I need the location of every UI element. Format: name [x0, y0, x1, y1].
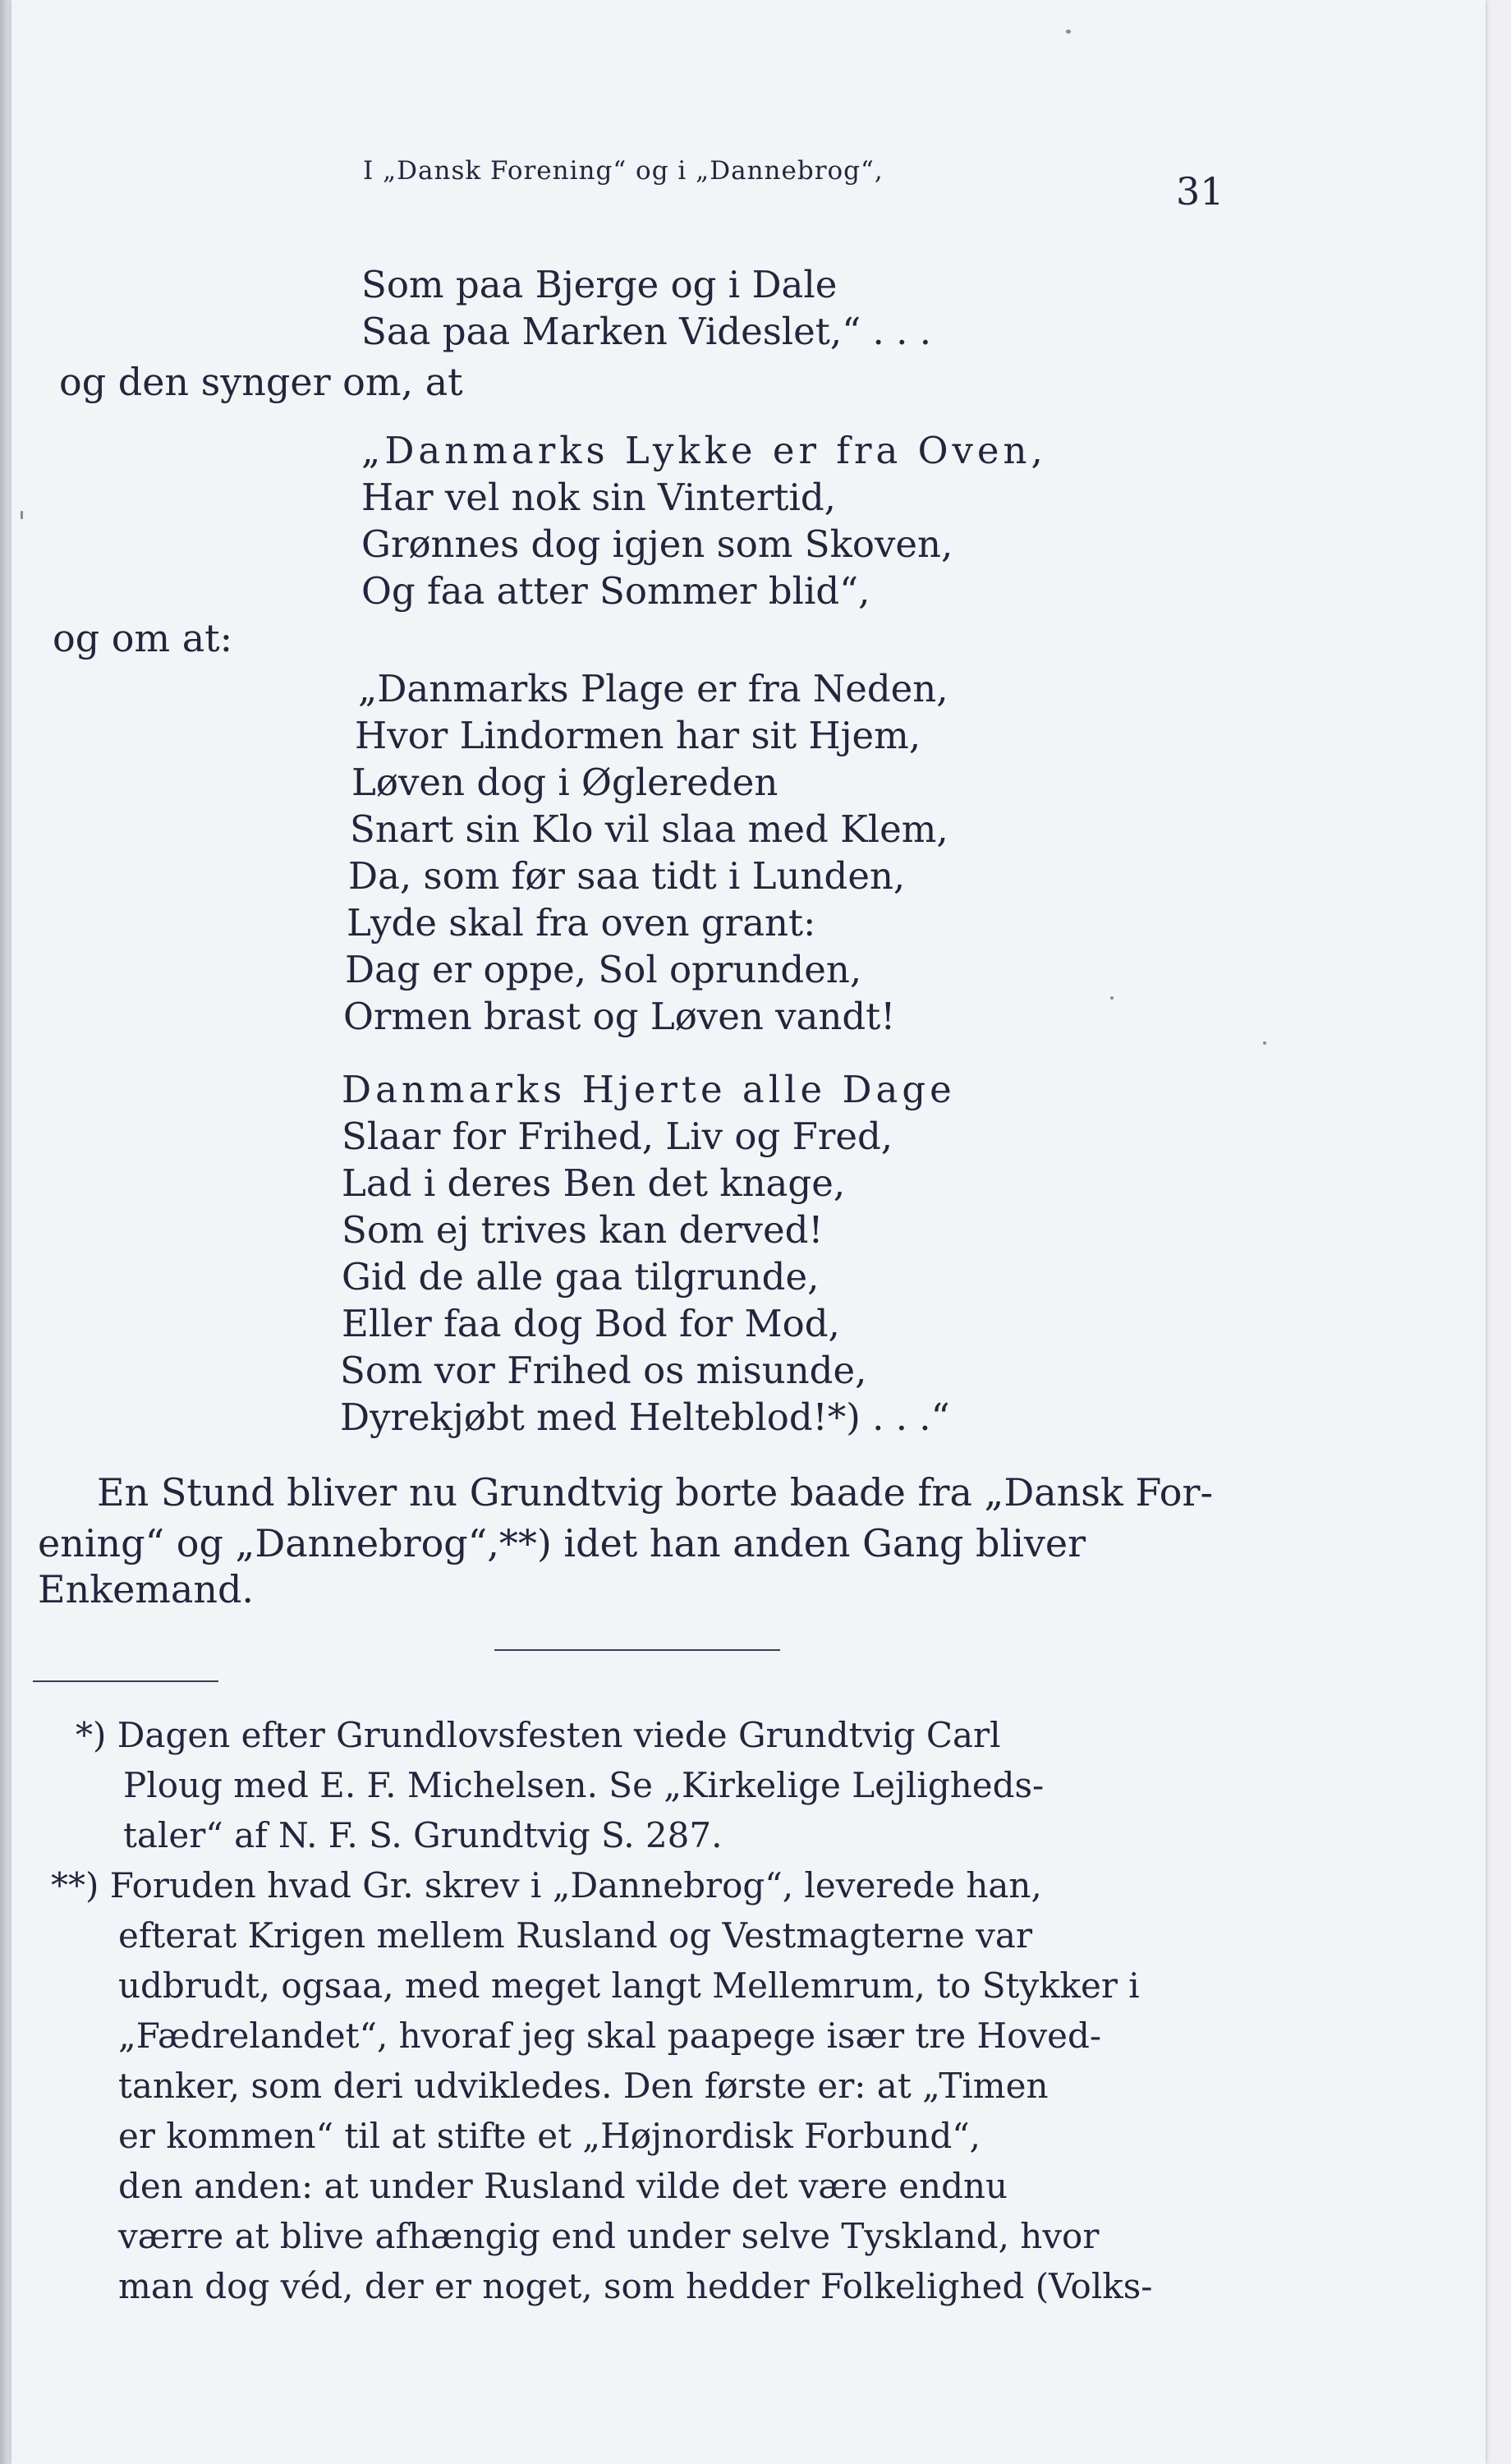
scan-speck: [1110, 996, 1114, 1000]
scan-speck: [21, 511, 23, 519]
verse-line: Dyrekjøbt med Helteblod!*) . . .“: [340, 1395, 950, 1439]
paragraph-line: Enkemand.: [38, 1567, 255, 1611]
verse-line: Grønnes dog igjen som Skoven,: [361, 522, 953, 566]
verse-line: Og faa atter Sommer blid“,: [361, 569, 870, 613]
footnote-line: værre at blive afhængig end under selve Tyskland, hvor: [118, 2216, 1100, 2256]
footnote-line: Ploug med E. F. Michelsen. Se „Kirkelige Lejligheds-: [123, 1765, 1045, 1805]
verse-line: Lyde skal fra oven grant:: [347, 901, 816, 945]
verse-line: Ormen brast og Løven vandt!: [343, 995, 896, 1038]
verse-line: Snart sin Klo vil slaa med Klem,: [350, 807, 948, 851]
paragraph-line: ening“ og „Dannebrog“,**) idet han anden Gang bliver: [38, 1521, 1086, 1565]
section-divider: [494, 1649, 780, 1651]
footnote-line: tanker, som deri udvikledes. Den første er: at „Timen: [118, 2066, 1049, 2106]
verse-line: Løven dog i Øglereden: [351, 761, 778, 804]
footnote-line: efterat Krigen mellem Rusland og Vestmagterne var: [118, 1915, 1033, 1956]
paragraph-line: En Stund bliver nu Grundtvig borte baade fra „Dansk For-: [97, 1470, 1213, 1515]
footnote-line: er kommen“ til at stifte et „Højnordisk Forbund“,: [118, 2116, 981, 2156]
scan-speck: [1263, 1041, 1266, 1045]
verse-line: Som paa Bjerge og i Dale: [361, 263, 838, 306]
verse-line: „Danmarks Lykke er fra Oven,: [361, 429, 1047, 472]
scan-speck: [1066, 30, 1071, 34]
verse-line: Som vor Frihed os misunde,: [340, 1349, 867, 1392]
verse-line: Slaar for Frihed, Liv og Fred,: [342, 1115, 893, 1158]
footnote-line: *) Dagen efter Grundlovsfesten viede Grundtvig Carl: [76, 1715, 1001, 1755]
footnote-line: udbrudt, ogsaa, med meget langt Mellemrum, to Stykker i: [118, 1965, 1140, 2006]
verse-line: Dag er oppe, Sol oprunden,: [345, 948, 862, 991]
footnote-line: den anden: at under Rusland vilde det være endnu: [118, 2166, 1008, 2206]
verse-line: Gid de alle gaa tilgrunde,: [342, 1255, 820, 1299]
verse-line: Eller faa dog Bod for Mod,: [342, 1302, 840, 1345]
connector-line: og om at:: [53, 616, 233, 660]
footnote-line: „Fædrelandet“, hvoraf jeg skal paapege især tre Hoved-: [118, 2016, 1102, 2056]
connector-line: og den synger om, at: [59, 360, 463, 404]
verse-line: Har vel nok sin Vintertid,: [361, 476, 836, 519]
page-number: 31: [1176, 169, 1224, 214]
running-title: I „Dansk Forening“ og i „Dannebrog“,: [363, 156, 884, 186]
footnote-line: man dog véd, der er noget, som hedder Folkelighed (Volks-: [118, 2266, 1153, 2306]
footnote-line: **) Foruden hvad Gr. skrev i „Dannebrog“, leverede han,: [51, 1865, 1042, 1905]
verse-line: Saa paa Marken Videslet,“ . . .: [361, 310, 932, 353]
verse-line: Da, som før saa tidt i Lunden,: [348, 854, 906, 898]
verse-line: Hvor Lindormen har sit Hjem,: [355, 714, 921, 757]
footnote-divider: [33, 1680, 218, 1682]
verse-line: „Danmarks Plage er fra Neden,: [358, 667, 948, 710]
verse-line: Lad i deres Ben det knage,: [342, 1161, 846, 1205]
verse-line: Danmarks Hjerte alle Dage: [342, 1068, 956, 1111]
verse-line: Som ej trives kan derved!: [342, 1208, 824, 1252]
footnote-line: taler“ af N. F. S. Grundtvig S. 287.: [123, 1815, 723, 1855]
